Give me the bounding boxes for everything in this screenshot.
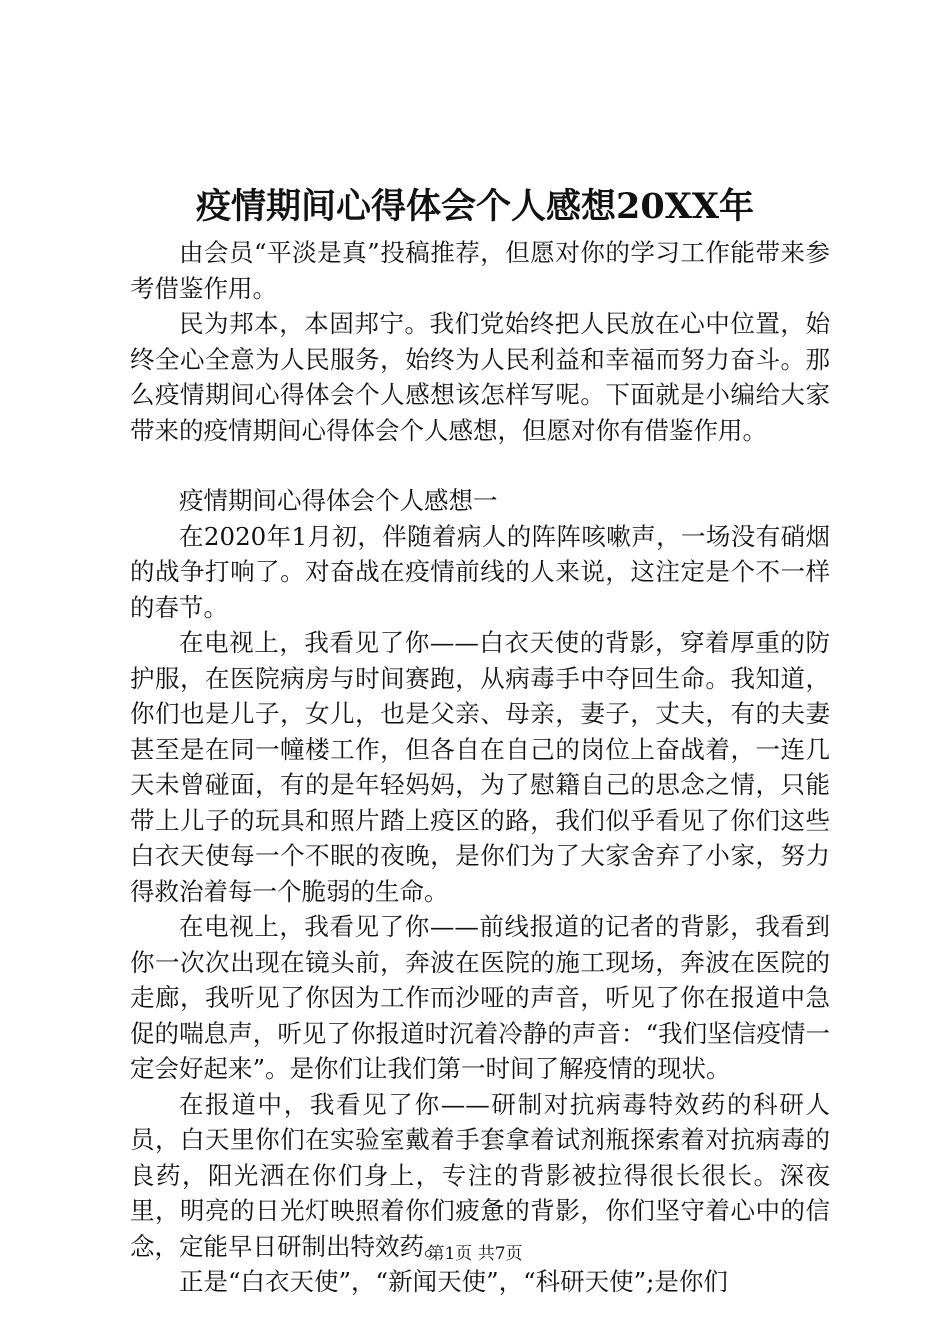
document-title: 疫情期间心得体会个人感想20XX年	[195, 186, 755, 227]
paragraph-body: 在电视上，我看见了你——前线报道的记者的背影，我看到你一次次出现在镜头前，奔波在医院的施工现场，奔波在医院的走廊，我听见了你因为工作而沙哑的声音，听见了你在报道中急促的喘息声，听见了你报道时沉着冷静的声音：“我们坚信疫情一定会好起来”。是你们让我们第一时间了解疫情的现状。	[130, 912, 830, 1083]
paragraph-body: 在报道中，我看见了你——研制对抗病毒特效药的科研人员，白天里你们在实验室戴着手套拿着试剂瓶探索着对抗病毒的良药，阳光洒在你们身上，专注的背影被拉得很长很长。深夜里，明亮的日光灯映照着你们疲惫的背影，你们坚守着心中的信念，定能早日研制出特效药。	[130, 1089, 830, 1261]
document-body	[130, 235, 830, 1300]
page-number-footer: 第1页 共7页	[427, 1244, 523, 1264]
paragraph-intro: 由会员“平淡是真”投稿推荐，但愿对你的学习工作能带来参考借鉴作用。	[130, 238, 830, 303]
paragraph-body: 正是“白衣天使”，“新闻天使”，“科研天使”;是你们	[179, 1267, 728, 1296]
paragraph-body: 在2020年1月初，伴随着病人的阵阵咳嗽声，一场没有硝烟的战争打响了。对奋战在疫情前线的人来说，这注定是个不一样的春节。	[130, 521, 830, 622]
paragraph-body: 在电视上，我看见了你——白衣天使的背影，穿着厚重的防护服，在医院病房与时间赛跑，从病毒手中夺回生命。我知道，你们也是儿子，女儿，也是父亲、母亲，妻子，丈夫，有的夫妻甚至是在同一幢楼工作，但各自在自己的岗位上奋战着，一连几天未曾碰面，有的是年轻妈妈，为了慰籍自己的思念之情，只能带上儿子的玩具和照片踏上疫区的路，我们似乎看见了你们这些白衣天使每一个不眠的夜晚，是你们为了大家舍弃了小家，努力得救治着每一个脆弱的生命。	[130, 628, 830, 906]
paragraph-preface: 民为邦本，本固邦宁。我们党始终把人民放在心中位置，始终全心全意为人民服务，始终为人民利益和幸福而努力奋斗。那么疫情期间心得体会个人感想该怎样写呢。下面就是小编给大家带来的疫情期间心得体会个人感想，但愿对你有借鉴作用。	[130, 309, 830, 445]
section-heading: 疫情期间心得体会个人感想一	[179, 486, 498, 515]
